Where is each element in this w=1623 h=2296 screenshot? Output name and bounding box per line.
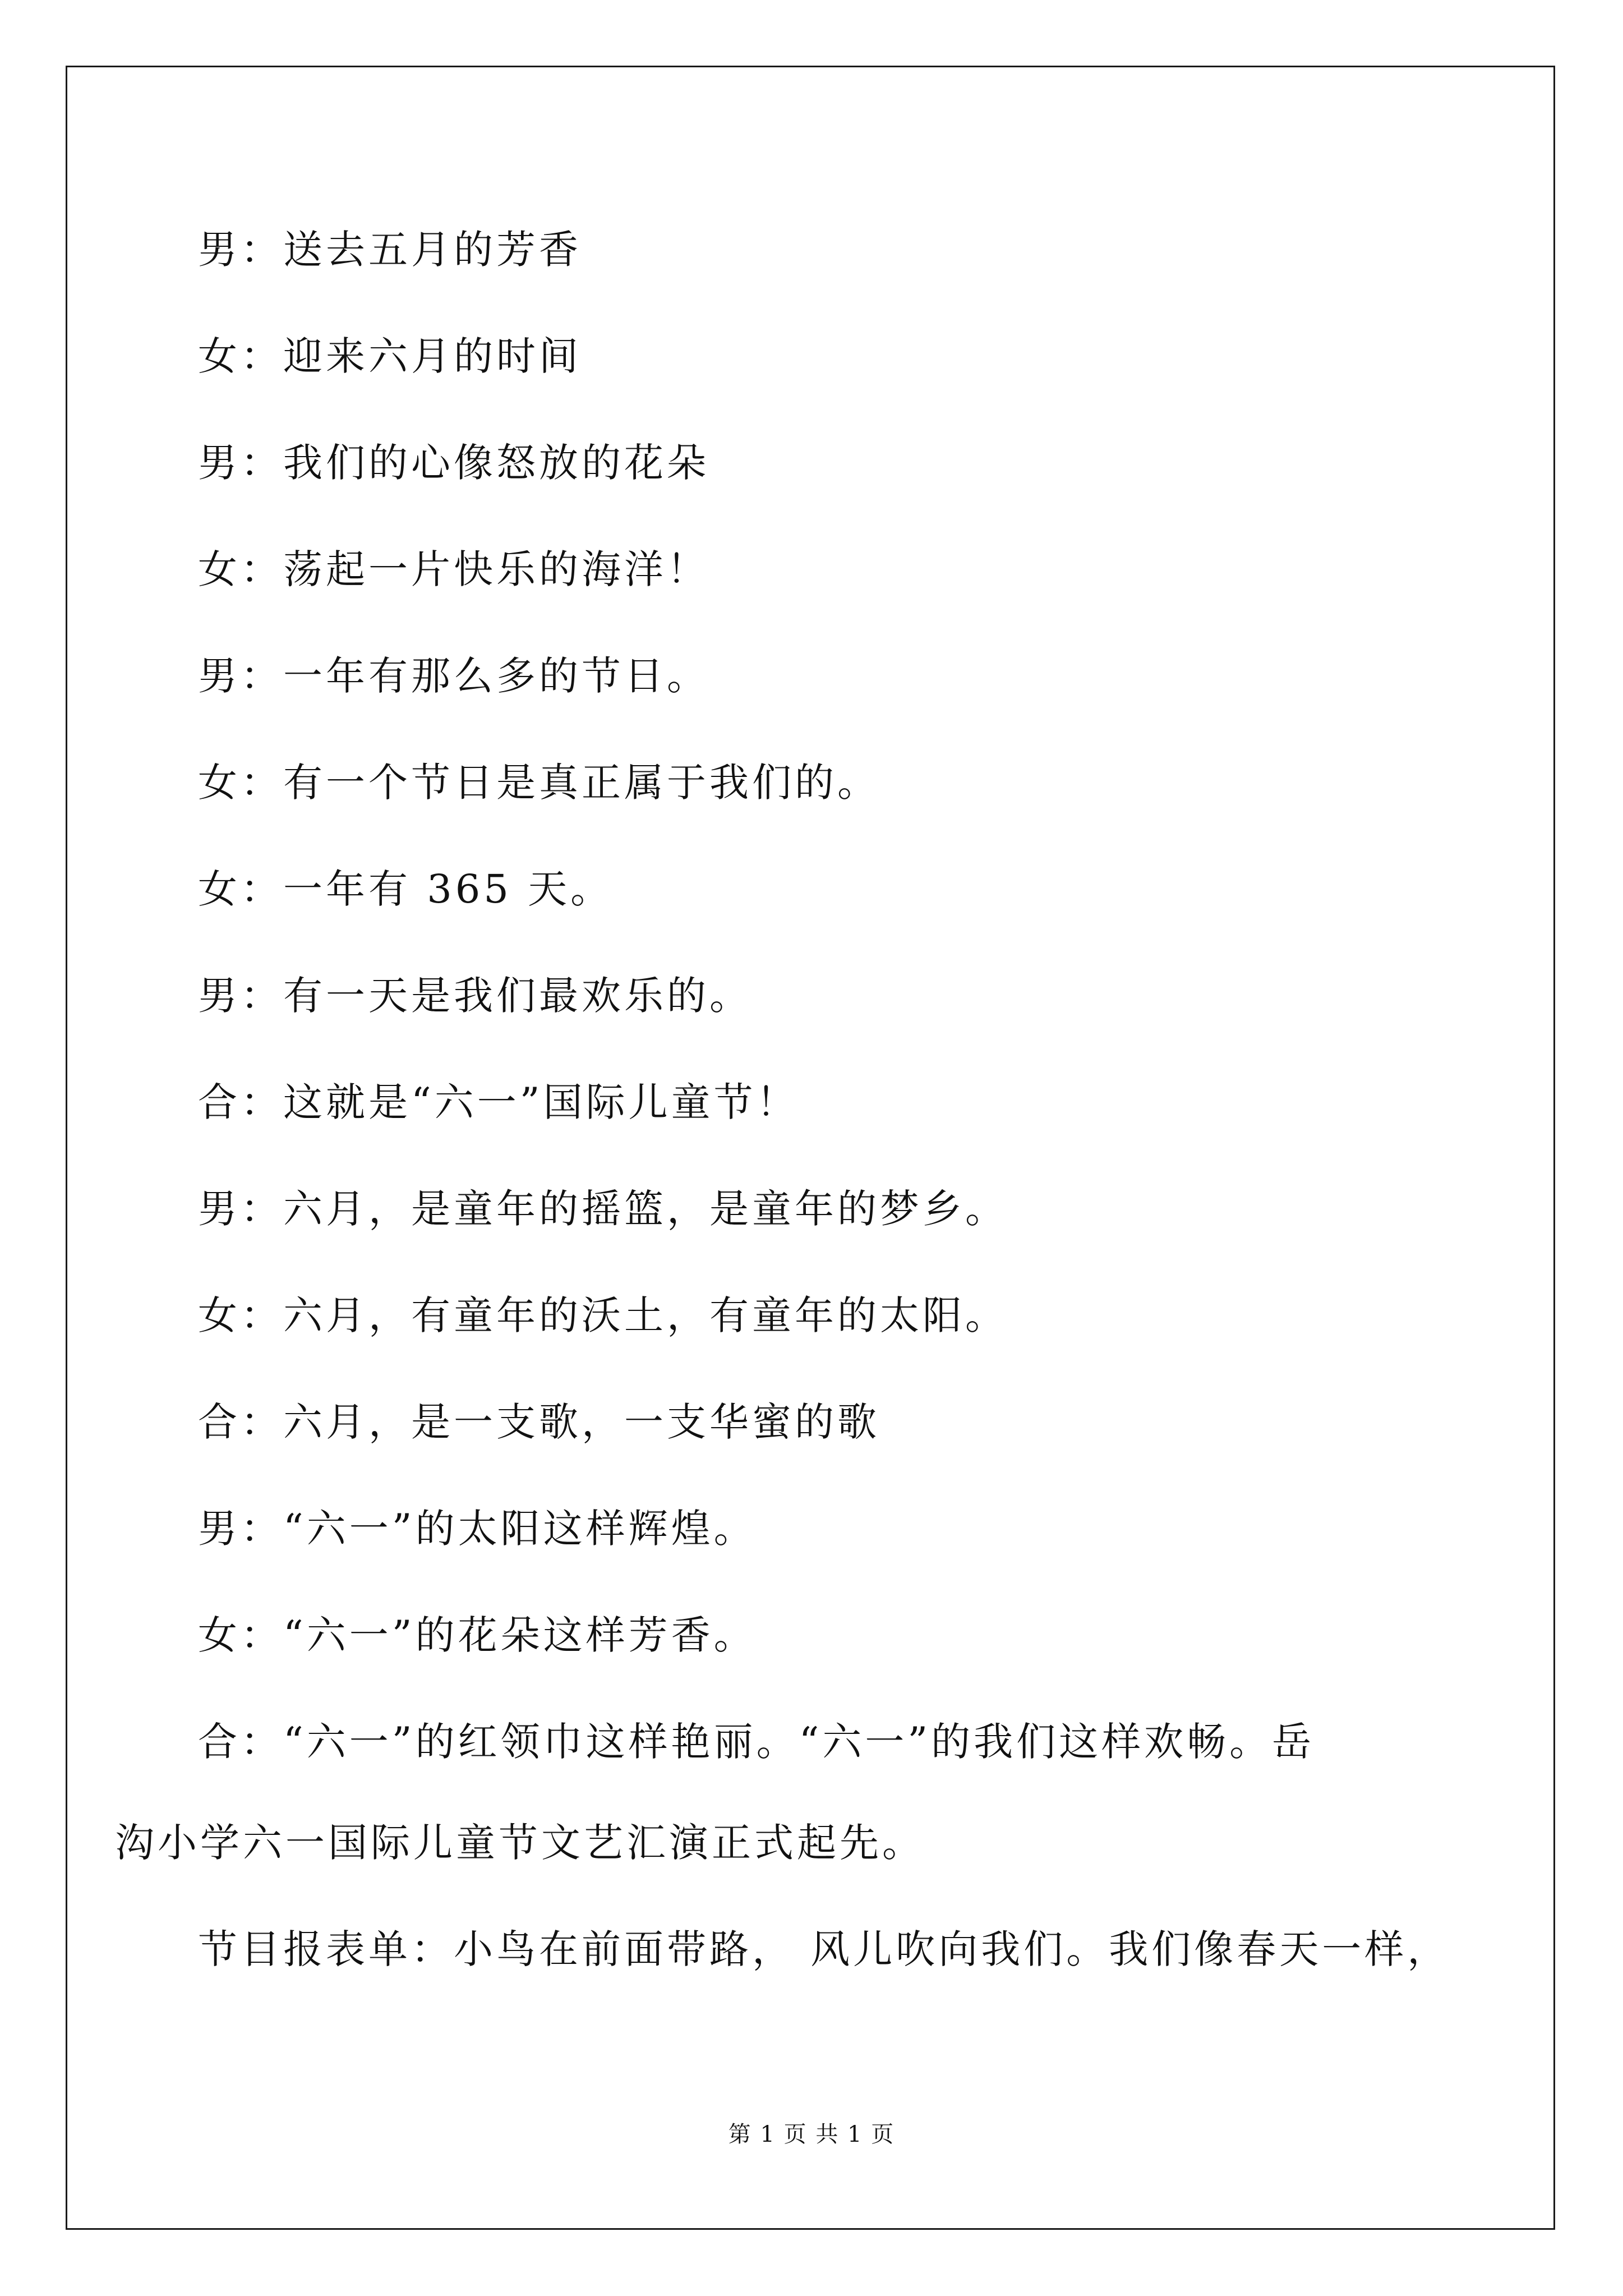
text-line: 节目报表单：小鸟在前面带路， 风儿吹向我们。我们像春天一样， xyxy=(198,1926,1450,1972)
text-line: 女：六月，有童年的沃土，有童年的太阳。 xyxy=(198,1292,1008,1338)
text-line: 合：六月，是一支歌，一支华蜜的歌 xyxy=(198,1399,880,1445)
text-line: 合：这就是“六一”国际儿童节！ xyxy=(198,1079,799,1125)
text-line: 男：“六一”的太阳这样辉煌。 xyxy=(198,1506,757,1552)
text-line: 女：一年有 365 天。 xyxy=(198,866,614,912)
text-line: 女：有一个节日是真正属于我们的。 xyxy=(198,760,880,806)
text-line: 男：有一天是我们最欢乐的。 xyxy=(198,973,752,1019)
text-line: 男：我们的心像怒放的花朵 xyxy=(198,440,709,486)
text-line-continuation: 沟小学六一国际儿童节文艺汇演正式起先。 xyxy=(115,1820,925,1866)
text-line: 男：送去五月的芳香 xyxy=(198,227,582,273)
page-border xyxy=(66,66,1555,2230)
text-line: 合：“六一”的红领巾这样艳丽。“六一”的我们这样欢畅。岳 xyxy=(198,1719,1315,1765)
text-line: 女：迎来六月的时间 xyxy=(198,333,582,379)
text-line: 女：“六一”的花朵这样芳香。 xyxy=(198,1612,757,1658)
text-line: 男：一年有那么多的节日。 xyxy=(198,653,709,699)
text-line: 女：荡起一片快乐的海洋！ xyxy=(198,546,709,592)
text-line: 男：六月，是童年的摇篮，是童年的梦乡。 xyxy=(198,1186,1008,1232)
page-footer: 第 1 页 共 1 页 xyxy=(728,2122,895,2147)
